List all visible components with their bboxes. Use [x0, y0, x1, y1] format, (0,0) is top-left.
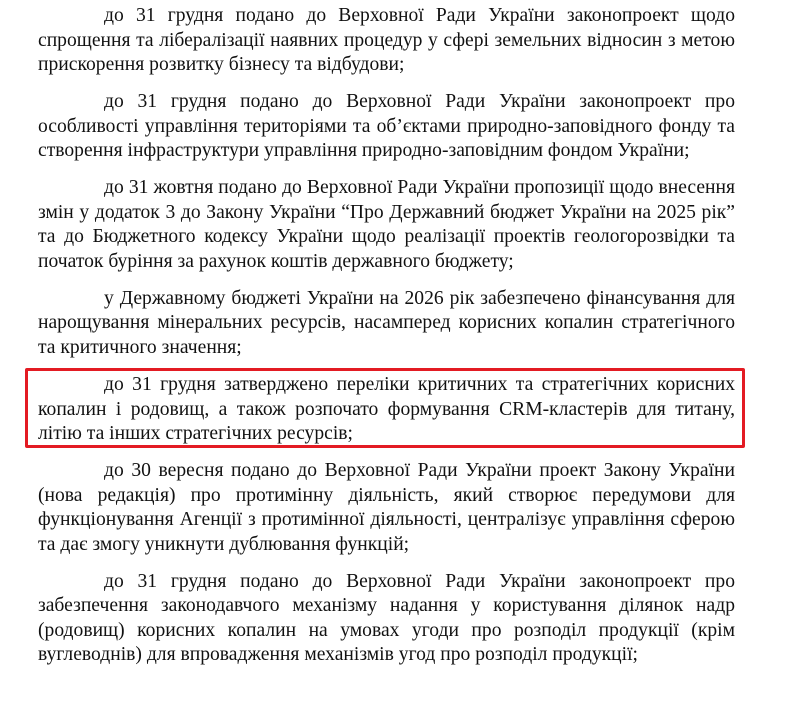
document-page [38, 4, 735, 680]
paragraph-mineral-funding: у Державному бюджеті України на 2026 рік забезпечено фінансування для нарощування мінеральних ресурсів, насамперед корисних копалин стратегічного та критичного значення; [38, 287, 735, 359]
paragraph-nature-reserve-bill: до 31 грудня подано до Верховної Ради України законопроект про особливості управління територіями та об’єктами природно-заповідного фонду та створення інфраструктури управління природно-заповідним фондом України; [38, 91, 735, 162]
highlighted-paragraph-block [38, 373, 735, 447]
paragraph-subsoil-psa-bill: до 31 грудня подано до Верховної Ради України законопроект про забезпечення законодавчого механізму надання у користування ділянок надр (родовищ) корисних копалин на умовах угоди про розподіл продукції (крім вуглеводнів) для впровадження механізмів угод про розподіл продукції; [38, 570, 735, 666]
paragraph-land-relations-bill: до 31 грудня подано до Верховної Ради України законопроект щодо спрощення та лібералізації наявних процедур у сфері земельних відносин з метою прискорення розвитку бізнесу та відбудови; [38, 5, 735, 76]
paragraph-mine-action-law: до 30 вересня подано до Верховної Ради України проект Закону України (нова редакція) про протимінну діяльність, який створює передумови для функціонування Агенції з протимінної діяльності, централізує управління сферою та дає змогу уникнути дублювання функцій; [38, 459, 735, 555]
paragraph-budget-amendments: до 31 жовтня подано до Верховної Ради України пропозиції щодо внесення змін у додаток 3 до Закону України “Про Державний бюджет України на 2025 рік” та до Бюджетного кодексу України щодо реалізації проектів геологорозвідки та початок буріння за рахунок коштів державного бюджету; [38, 177, 735, 272]
paragraph-critical-minerals: до 31 грудня затверджено переліки критичних та стратегічних корисних копалин і родовищ, а також розпочато формування CRM-кластерів для титану, літію та інших стратегічних ресурсів; [38, 373, 735, 445]
